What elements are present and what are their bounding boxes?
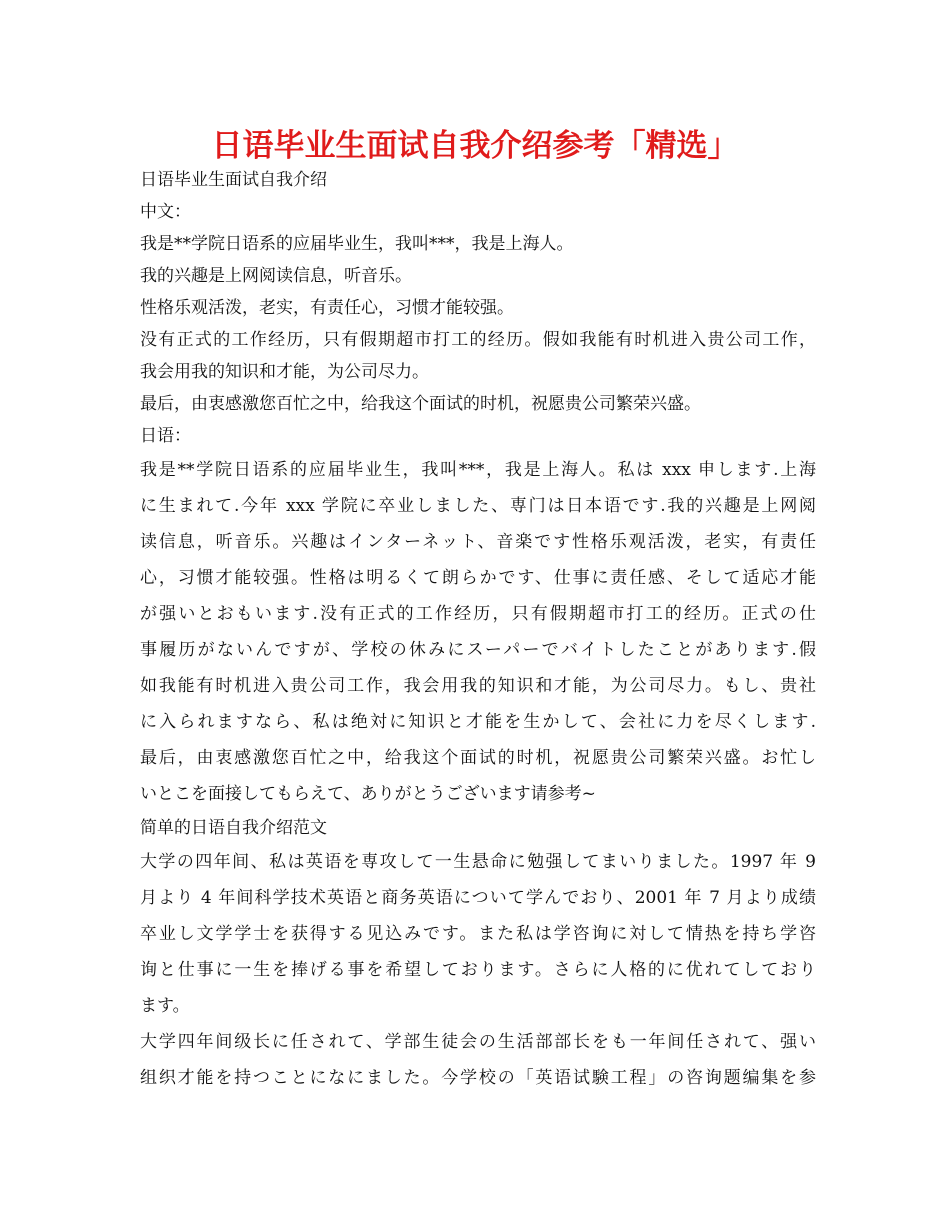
text-line: に生まれて.今年 xxx 学院に卒业しました、専门は日本语です.我的兴趣是上网阅 (140, 496, 816, 516)
text-line: 大学の四年间、私は英语を専攻して一生悬命に勉强してまいりました。1997 年 9 (140, 852, 816, 872)
text-line: 询と仕事に一生を捧げる事を希望しております。さらに人格的に优れてしており (140, 960, 816, 980)
text-line: 我是**学院日语系的应届毕业生，我叫***，我是上海人。私は xxx 申します.上海 (140, 460, 816, 480)
text-line: 我是**学院日语系的应届毕业生，我叫***，我是上海人。 (140, 234, 574, 254)
document-body (140, 164, 816, 1096)
label-chinese: 中文： (140, 202, 191, 222)
text-line: 大学四年间级长に任されて、学部生徒会の生活部部长をも一年间任されて、强い (140, 1032, 816, 1052)
text-line: 我会用我的知识和才能，为公司尽力。 (140, 362, 429, 382)
text-line: 最后，由衷感激您百忙之中，给我这个面试的时机，祝愿贵公司繁荣兴盛。 (140, 394, 701, 414)
text-line: 性格乐观活泼，老实，有责任心，习惯才能较强。 (140, 298, 514, 318)
text-line: 组织才能を持つことになにました。今学校の「英语试験工程」の咨询题编集を参 (140, 1068, 816, 1088)
text-line: 我的兴趣是上网阅读信息，听音乐。 (140, 266, 412, 286)
text-line: 没有正式的工作经历，只有假期超市打工的经历。假如我能有时机进入贵公司工作， (140, 330, 816, 350)
text-line: に入られますなら、私は绝対に知识と才能を生かして、会社に力を尽くします. (140, 712, 816, 732)
text-line: 最后，由衷感激您百忙之中，给我这个面试的时机，祝愿贵公司繁荣兴盛。お忙し (140, 748, 816, 768)
text-line: ます。 (140, 996, 190, 1016)
section-heading: 日语毕业生面试自我介绍 (140, 170, 327, 190)
text-line: 事履历がないんですが、学校の休みにスーパーでバイトしたことがあります.假 (140, 640, 816, 660)
text-line: 月より 4 年间科学技术英语と商务英语について学んでおり、2001 年 7 月より成绩 (140, 888, 816, 908)
label-japanese: 日语： (140, 426, 191, 446)
section-heading: 简单的日语自我介绍范文 (140, 818, 327, 838)
text-line: 心，习惯才能较强。性格は明るくて朗らかです、仕事に责任感、そして适応才能 (140, 568, 816, 588)
text-line: 读信息，听音乐。兴趣はインターネット、音楽です性格乐观活泼，老实，有责任 (140, 532, 816, 552)
document-title: 日语毕业生面试自我介绍参考「精选」 (211, 128, 739, 164)
text-line: 卒业し文学学士を获得する见込みです。また私は学咨询に対して情热を持ち学咨 (140, 924, 816, 944)
text-line: 如我能有时机进入贵公司工作，我会用我的知识和才能，为公司尽力。もし、贵社 (140, 676, 816, 696)
text-line: いとこを面接してもらえて、ありがとうございます请参考~ (140, 784, 596, 804)
text-line: が强いとおもいます.没有正式的工作经历，只有假期超市打工的经历。正式の仕 (140, 604, 816, 624)
